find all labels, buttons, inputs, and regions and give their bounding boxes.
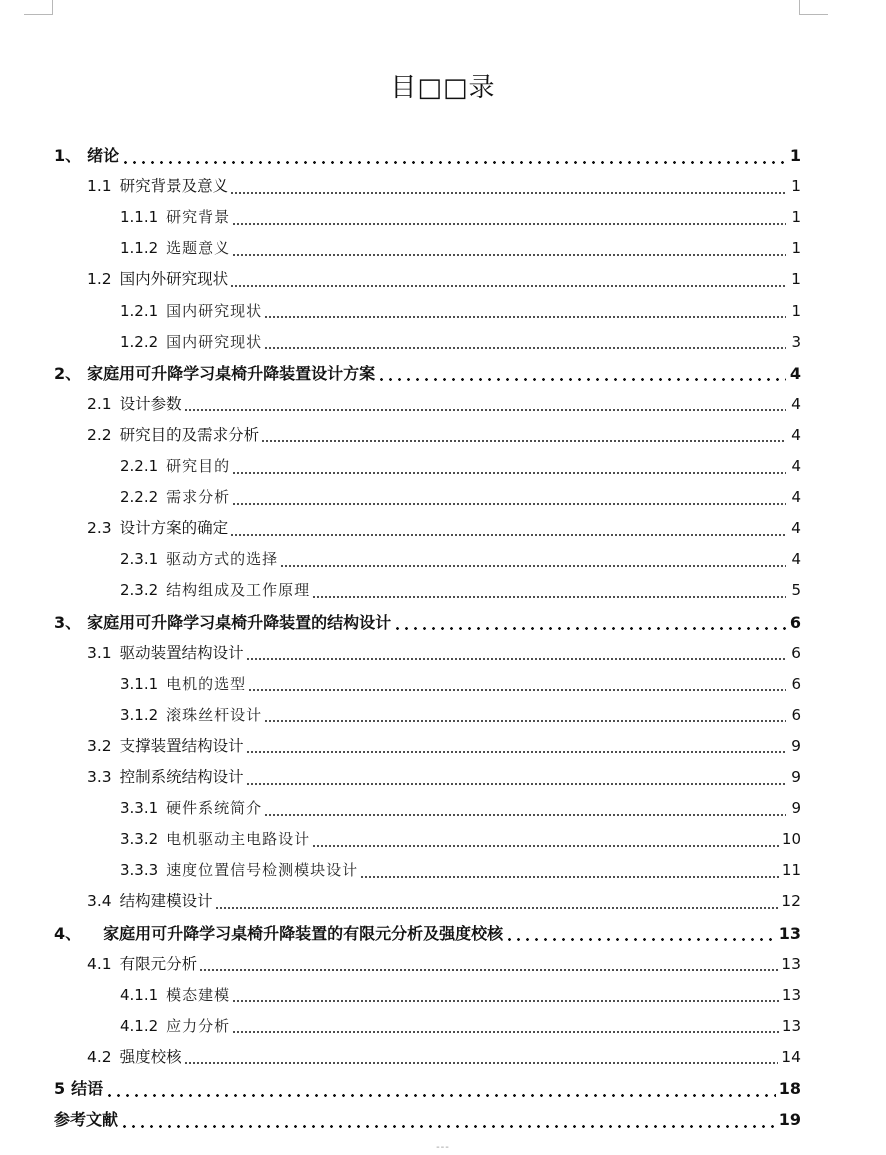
toc-entry-title: 硬件系统简介 [166,799,263,818]
toc-entry-title: 研究目的及需求分析 [119,425,260,444]
toc-entry-page-number: 4 [791,519,801,538]
toc-dot-leader [120,1125,776,1128]
toc-entry-page-number: 1 [791,301,801,320]
toc-entry-number: 1.1.1 [120,208,159,227]
toc-entry[interactable] [120,700,801,731]
toc-dot-leader [264,814,786,816]
toc-entry-number: 3.1.1 [120,674,159,693]
toc-entry-page-number: 14 [781,1047,801,1066]
toc-entry[interactable] [87,420,801,451]
toc-entry[interactable] [120,202,801,233]
toc-entry-number: 2.2.1 [120,457,159,475]
toc-entry-number: 3.4 [87,892,112,911]
toc-entry[interactable] [87,949,801,980]
toc-entry-page-number: 4 [791,488,801,507]
toc-entry[interactable] [120,793,801,824]
toc-entry-number: 3.3.2 [120,830,159,849]
toc-entry[interactable] [87,638,801,669]
toc-entry-page-number: 1 [791,239,801,258]
toc-entry-title: 结构建模设计 [119,892,213,911]
toc-entry[interactable] [120,855,801,886]
toc-entry-number: 3、 [54,612,82,632]
toc-entry-title: 家庭用可升降学习桌椅升降装置的结构设计 [87,612,392,632]
toc-dot-leader [232,223,786,225]
toc-entry-number: 1.2.2 [120,332,159,351]
toc-entry[interactable] [120,233,801,264]
toc-entry-page-number: 6 [789,612,801,632]
toc-entry-title: 参考文献 [54,1110,119,1130]
toc-dot-leader [264,316,786,318]
toc-dot-leader [232,1031,779,1033]
toc-dot-leader [230,285,786,287]
toc-entry-page-number: 9 [791,799,801,818]
toc-entry-number: 4.1 [87,954,112,973]
toc-entry[interactable] [120,575,801,606]
toc-entry-page-number: 4 [791,550,801,569]
toc-dot-leader [215,907,779,909]
toc-entry[interactable] [54,1073,801,1104]
toc-entry-page-number: 9 [791,736,801,755]
toc-entry-title: 强度校核 [119,1047,182,1066]
toc-entry-title: 模态建模 [166,985,231,1004]
toc-entry-number: 1、 [54,146,82,165]
toc-entry-number: 2、 [54,363,82,383]
toc-entry[interactable] [87,886,801,917]
toc-dot-leader [230,534,786,536]
toc-entry-number: 1.2 [87,270,112,289]
toc-entry-title: 设计方案的确定 [119,519,229,538]
toc-dot-leader [184,409,786,411]
toc-entry[interactable] [120,980,801,1011]
toc-dot-leader [264,347,786,349]
toc-entry[interactable] [120,669,801,700]
toc-dot-leader [232,254,786,256]
toc-entry-title: 绪论 [87,146,120,165]
toc-entry-number: 1.1 [87,177,112,196]
toc-entry[interactable] [87,264,801,295]
toc-entry-number: 5 [54,1079,66,1098]
toc-dot-leader [246,658,786,660]
toc-entry-page-number: 9 [791,768,801,786]
toc-entry-number: 3.2 [87,736,112,755]
toc-entry-number: 4、 [54,923,82,943]
toc-dot-leader [232,472,786,474]
toc-dot-leader [184,1062,779,1064]
toc-dot-leader [230,192,786,194]
toc-entry-title: 国内外研究现状 [119,270,229,289]
toc-entry-number: 2.1 [87,394,112,413]
toc-entry[interactable] [120,451,801,482]
toc-entry[interactable] [87,762,801,793]
toc-entry-page-number: 4 [791,425,801,444]
toc-entry-page-number: 1 [791,177,801,196]
toc-entry[interactable] [120,482,801,513]
toc-entry-page-number: 13 [778,923,801,943]
toc-entry-number: 2.2 [87,425,112,444]
toc-entry-title: 滚珠丝杆设计 [166,705,263,724]
toc-entry[interactable] [120,544,801,575]
toc-entry-title: 电机驱动主电路设计 [166,830,311,849]
toc-entry-number: 2.2.2 [120,488,159,507]
toc-entry-title: 应力分析 [166,1016,231,1035]
toc-dot-leader [312,845,779,847]
toc-entry-title: 研究背景及意义 [119,177,229,196]
toc-entry-page-number: 11 [781,861,801,880]
toc-entry[interactable] [54,140,801,171]
toc-entry-page-number: 3 [791,332,801,351]
toc-entry-page-number: 4 [789,363,801,383]
toc-dot-leader [280,565,786,567]
toc-entry[interactable] [120,1011,801,1042]
toc-entry-page-number: 1 [791,270,801,289]
toc-entry-page-number: 1 [791,208,801,227]
toc-entry[interactable] [87,171,801,202]
page-footer-mark: --- [436,1142,450,1153]
crop-mark-top-left [24,0,53,15]
toc-entry-number: 4.1.1 [120,985,159,1004]
toc-entry-title: 选题意义 [166,239,231,258]
toc-entry-title: 研究目的 [166,457,231,475]
toc-entry[interactable] [54,607,801,638]
toc-entry-title: 速度位置信号检测模块设计 [166,861,359,880]
toc-entry-title: 驱动方式的选择 [166,550,279,569]
toc-entry-page-number: 13 [781,985,801,1004]
toc-entry-title: 电机的选型 [166,674,247,693]
toc-dot-leader [246,751,786,753]
page-title: 目□□录 [390,73,496,103]
toc-entry-number: 3.3.3 [120,861,159,880]
toc-entry-page-number: 6 [791,674,801,693]
toc-entry-title: 设计参数 [119,394,182,413]
toc-entry[interactable] [87,513,801,544]
toc-entry[interactable] [54,1104,801,1135]
toc-entry-page-number: 13 [781,954,801,973]
toc-dot-leader [248,689,786,691]
toc-entry-title: 控制系统结构设计 [119,768,244,786]
toc-entry-number: 2.3 [87,519,112,538]
toc-entry[interactable] [54,918,801,949]
toc-entry-number: 1.2.1 [120,301,159,320]
toc-dot-leader [232,1000,779,1002]
toc-entry-title: 需求分析 [166,488,231,507]
toc-entry-number: 3.1 [87,643,112,662]
toc-entry-title: 支撑装置结构设计 [119,736,244,755]
toc-dot-leader [505,938,776,941]
toc-entry-page-number: 19 [778,1110,801,1130]
toc-entry-page-number: 12 [781,892,801,911]
toc-entry-title: 家庭用可升降学习桌椅升降装置设计方案 [87,363,376,383]
toc-dot-leader [377,378,786,381]
toc-entry[interactable] [87,1042,801,1073]
toc-dot-leader [121,161,786,164]
toc-dot-leader [261,440,786,442]
toc-entry-number: 2.3.2 [120,581,159,600]
toc-entry-number: 1.1.2 [120,239,159,258]
toc-entry-number: 3.3 [87,768,112,786]
toc-entry-title: 驱动装置结构设计 [119,643,244,662]
toc-entry-title: 国内研究现状 [166,332,263,351]
toc-entry-title: 国内研究现状 [166,301,263,320]
toc-entry-page-number: 10 [781,830,801,849]
toc-entry[interactable] [54,358,801,389]
toc-entry-page-number: 5 [791,581,801,600]
toc-entry-number: 4.2 [87,1047,112,1066]
toc-entry-page-number: 4 [791,394,801,413]
toc-entry-title: 结语 [71,1079,104,1098]
toc-dot-leader [264,720,786,722]
toc-entry-number: 2.3.1 [120,550,159,569]
toc-entry-page-number: 18 [778,1079,801,1098]
toc-entry-title: 有限元分析 [119,954,198,973]
toc-entry-page-number: 1 [789,146,801,165]
toc-entry[interactable] [120,296,801,327]
toc-entry-title: 结构组成及工作原理 [166,581,311,600]
toc-entry-title: 研究背景 [166,208,231,227]
toc-entry-number: 3.3.1 [120,799,159,818]
toc-dot-leader [393,627,786,630]
toc-dot-leader [199,969,778,971]
toc-dot-leader [312,596,786,598]
toc-entry[interactable] [120,824,801,855]
toc-entry-page-number: 4 [791,457,801,475]
toc-entry-number: 4.1.2 [120,1016,159,1035]
toc-entry[interactable] [87,731,801,762]
toc-entry-page-number: 13 [781,1016,801,1035]
crop-mark-top-right [799,0,828,15]
toc-entry-number: 3.1.2 [120,705,159,724]
toc-entry[interactable] [87,389,801,420]
toc-entry[interactable] [120,327,801,358]
toc-entry-page-number: 6 [791,643,801,662]
toc-dot-leader [105,1094,776,1097]
toc-entry-page-number: 6 [791,705,801,724]
toc-dot-leader [360,876,779,878]
toc-dot-leader [232,503,786,505]
toc-entry-title: 家庭用可升降学习桌椅升降装置的有限元分析及强度校核 [103,923,504,943]
toc-dot-leader [246,783,786,785]
